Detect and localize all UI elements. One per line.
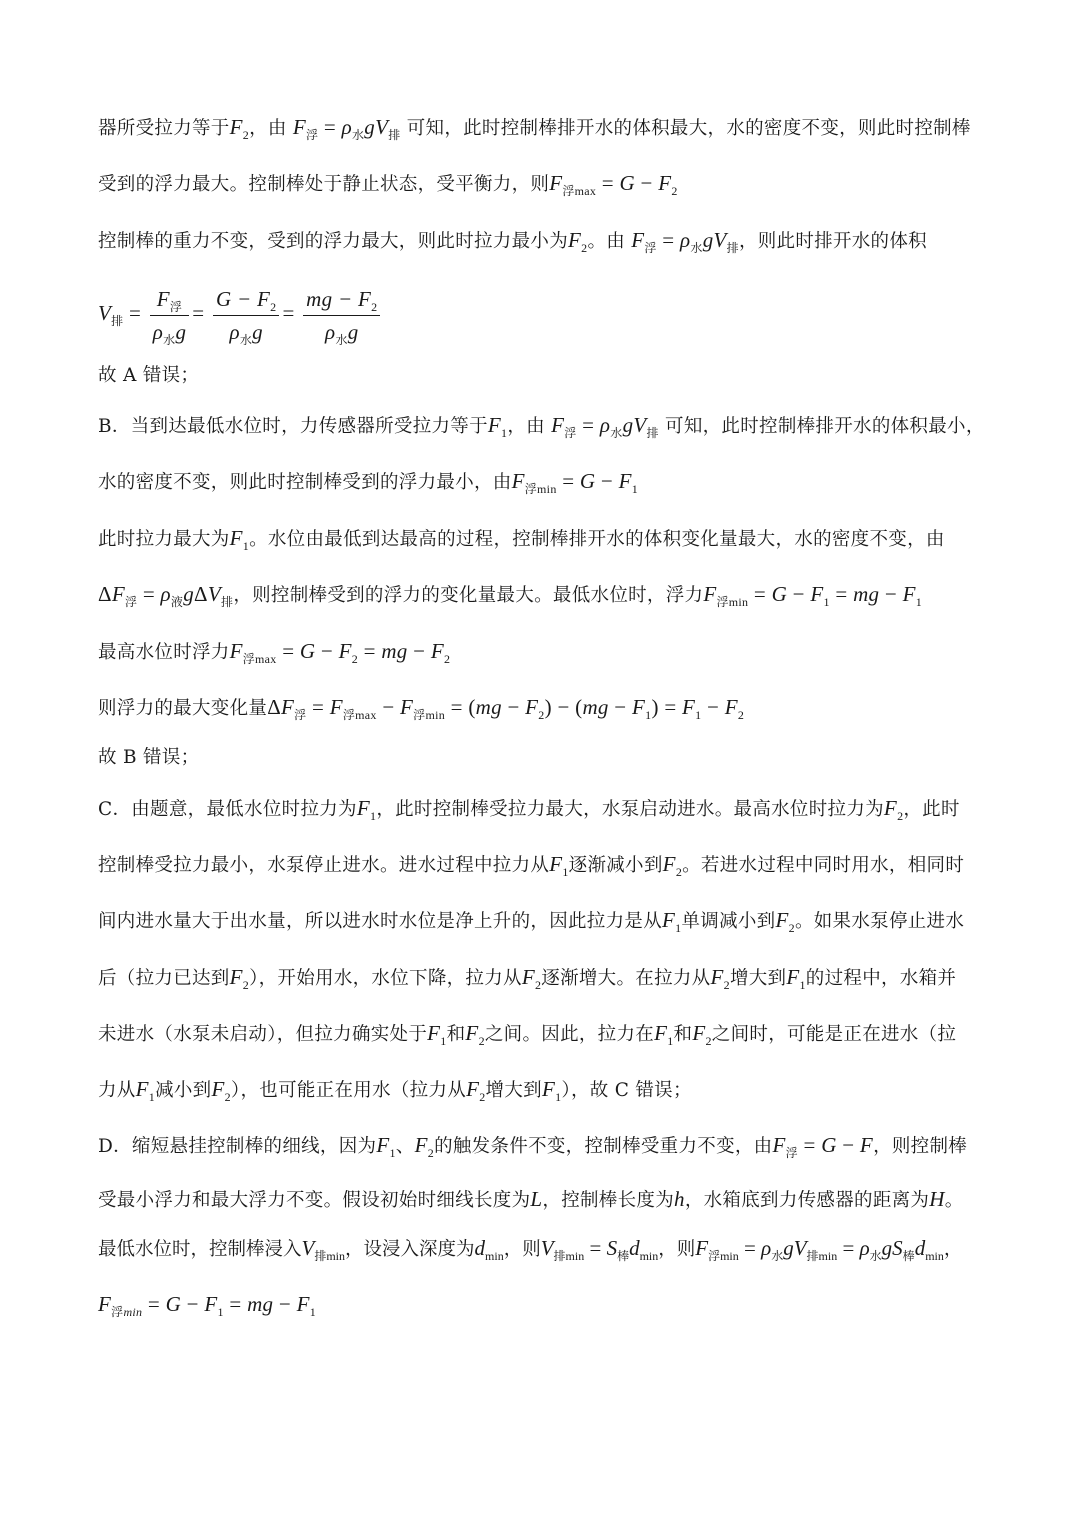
text-line-2: 受到的浮力最大。控制棒处于静止状态，受平衡力，则$F_{浮max} = G - F_2$ — [98, 171, 678, 198]
text-line-3: 控制棒的重力不变，受到的浮力最大，则此时拉力最小为$F_2$。由 $F_浮 = \rho_水gV_排$，则此时排开水的体积 — [98, 228, 927, 255]
text-line-c4: 后（拉力已达到$F_2$），开始用水，水位下降，拉力从$F_2$逐渐增大。在拉力从$F_2$增大到$F_1$的过程中，水箱并 — [98, 965, 957, 992]
text-line-a-wrong: 故 A 错误； — [98, 365, 200, 386]
text-line-c2: 控制棒受拉力最小，水泵停止进水。进水过程中拉力从$F_1$逐渐减小到$F_2$。若进水过程中同时用水，相同时 — [98, 852, 965, 879]
text-line-d3: 最低水位时，控制棒浸入$V_{排min}$，设浸入深度为$d_{min}$，则$V_{排min} = S_棒d_{min}$，则$F_{浮min} = \rho_水gV_{排min} = \rho_水gS_棒d_{min}$， — [98, 1236, 963, 1263]
text-line-1: 器所受拉力等于$F_2$，由 $F_浮 = \rho_水gV_排$ 可知，此时控制棒排开水的体积最大，水的密度不变，则此时控制棒 — [98, 115, 971, 142]
text-line-b5: 最高水位时浮力$F_{浮max} = G - F_2$ = mg − $F_2$ — [98, 639, 451, 666]
text-line-c5: 未进水（水泵未启动），但拉力确实处于$F_1$和$F_2$之间。因此，拉力在$F_1$和$F_2$之间时，可能是正在进水（拉 — [98, 1021, 957, 1048]
text-line-b1: B．当到达最低水位时，力传感器所受拉力等于$F_1$，由 $F_浮 = \rho_水gV_排$ 可知，此时控制棒排开水的体积最小， — [98, 413, 985, 440]
equation-v-displaced: $V_排$ = $\frac{F_浮}{\rho_水g}$ = $\frac{G - F_2}{\rho_水g}$ = $\frac{mg - F_2}{\rho_水g}$ — [98, 283, 998, 346]
text-line-b3: 此时拉力最大为$F_1$。水位由最低到达最高的过程，控制棒排开水的体积变化量最大，水的密度不变，由 — [98, 526, 945, 553]
text-line-d2: 受最小浮力和最大浮力不变。假设初始时细线长度为L，控制棒长度为h，水箱底到力传感器的距离为H。 — [98, 1187, 964, 1211]
text-line-c1: C．由题意，最低水位时拉力为$F_1$，此时控制棒受拉力最大，水泵启动进水。最高水位时拉力为$F_2$，此时 — [98, 796, 960, 823]
text-line-d1: D．缩短悬挂控制棒的细线，因为$F_1$、$F_2$的触发条件不变，控制棒受重力不变，由$F_浮 = G - F$，则控制棒 — [98, 1133, 968, 1160]
text-line-b-wrong: 故 B 错误； — [98, 747, 200, 768]
text-line-b6: 则浮力的最大变化量$\Delta F_浮 = F_{浮max} - F_{浮min} = (mg - F_2) - (mg - F_1) = F_1 - F_2$ — [98, 695, 745, 722]
text-line-d4: $F_{浮min} = G - F_1$ = mg − $F_1$ — [98, 1292, 317, 1319]
text-line-b4: $\Delta F_浮 = \rho_液g\Delta V_排$，则控制棒受到的浮力的变化量最大。最低水位时，浮力$F_{浮min} = G - F_1$ = mg − $F_1$ — [98, 582, 923, 609]
text-line-b2: 水的密度不变，则此时控制棒受到的浮力最小，由$F_{浮min} = G - F_1$ — [98, 469, 639, 496]
text-line-c6: 力从$F_1$减小到$F_2$），也可能正在用水（拉力从$F_2$增大到$F_1$），故 C 错误； — [98, 1077, 692, 1104]
text-line-c3: 间内进水量大于出水量，所以进水时水位是净上升的，因此拉力是从$F_1$单调减小到$F_2$。如果水泵停止进水 — [98, 908, 965, 935]
